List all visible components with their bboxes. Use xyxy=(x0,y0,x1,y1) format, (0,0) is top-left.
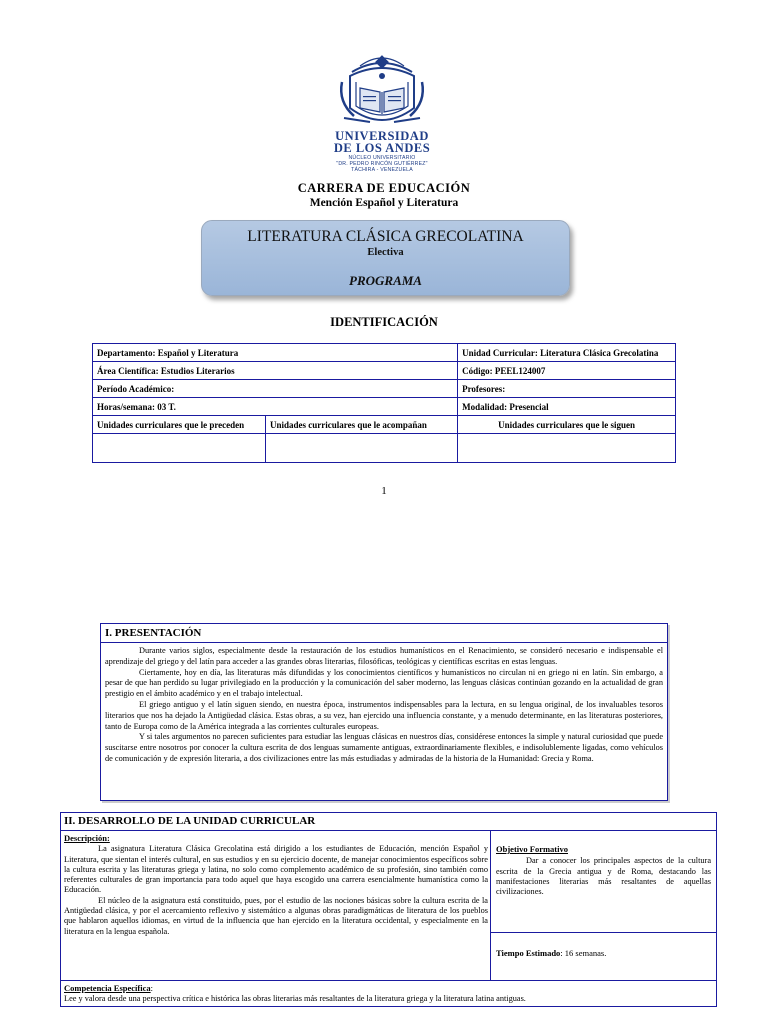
paragraph: Y si tales argumentos no parecen suficientes para estudiar las lenguas clásicas en nuestros días, considérese entonces la simple y natural curiosidad que puede suscitarse entre nosotros por conocer la cultura escrita de dos lenguas sumamente antiguas, extraordinariamente flexibles, e indisolublemente ligadas, como vehículos de comunicación y de expresión literaria, a dos civilizaciones entre las más estudiadas y admiradas de la historia de la Humanidad: Grecia y Roma. xyxy=(105,732,663,763)
logo-line-2: DE LOS ANDES xyxy=(333,141,431,155)
paragraph: La asignatura Literatura Clásica Grecolatina está dirigido a los estudiantes de Educación, mención Español y Literatura, que sientan el interés cultural, en sus estudios y en su ejercicio docente, de manejar conocimientos específicos sobre la cultura escrita y las literaturas griega y latina, no solo como complemento académico de su profesión, sino también como referentes culturales de gran importancia para todo aquel que haya escogido una carrera esencialmente humanística como la Educación. xyxy=(64,844,488,895)
table-row xyxy=(93,416,676,434)
divider xyxy=(490,830,491,980)
tiempo-label: Tiempo Estimado xyxy=(496,948,561,958)
desarrollo-section xyxy=(60,812,717,1007)
section-body xyxy=(105,646,663,765)
table-cell: Código: PEEL124007 xyxy=(458,362,676,380)
logo-line-5: TÁCHIRA - VENEZUELA xyxy=(351,167,413,173)
table-cell-empty xyxy=(266,434,458,463)
table-header-cell: Unidades curriculares que le acompañan xyxy=(266,416,458,434)
presentacion-section xyxy=(100,623,668,801)
paragraph: El núcleo de la asignatura está constituido, pues, por el estudio de las nociones básicas sobre la cultura escrita de la Antigüedad clásica, y por el acercamiento reflexivo y sistemático a algunas obras paradigmáticas de literatura de los pueblos que hablaron aquellos idiomas, en virtud de la influencia que han ejercido en la literatura occidental, y especialmente en la literatura en la lengua española. xyxy=(64,895,488,936)
programa-label: PROGRAMA xyxy=(349,273,422,288)
descripcion-block: Descripción: La asignatura Literatura Clásica Grecolatina está dirigido a los estudiantes de Educación, mención Español y Literatura, que sientan el interés cultural, en sus estudios y en su ejercicio docente, de manejar conocimientos específicos sobre la cultura escrita y las literaturas griega y latina, no solo como complemento académico de su profesión, sino también como referentes culturales de gran importancia para todo aquel que haya escogido una carrera esencialmente humanística como la Educación. El núcleo de la asignatura está constituido, pues, por el estudio de las nociones básicas sobre la cultura escrita de la Antigüedad clásica, y por el acercamiento reflexivo y sistemático a algunas obras paradigmáticas de literatura de los pueblos que hablaron aquellos idiomas, en virtud de la influencia que han ejercido en la literatura occidental, y especialmente en la literatura en la lengua española. xyxy=(64,833,488,936)
divider xyxy=(490,932,716,933)
descripcion-label: Descripción xyxy=(64,833,107,843)
mencion-heading: Mención Español y Literatura xyxy=(309,197,459,209)
table-row xyxy=(93,398,676,416)
divider xyxy=(101,642,667,643)
competencia-label: Competencia Específica xyxy=(64,983,151,993)
objetivo-label: Objetivo Formativo xyxy=(496,844,568,854)
logo-line-3: NÚCLEO UNIVERSITARIO xyxy=(348,155,416,161)
table-header-cell: Unidades curriculares que le preceden xyxy=(93,416,266,434)
course-type: Electiva xyxy=(367,247,404,258)
paragraph: Ciertamente, hoy en día, las literaturas más difundidas y los conocimientos científicos y humanísticos no circulan ni en griego ni en latín. Sin embargo, a pesar de que han perdido su lugar privilegiado en la producción y la comunicación del saber moderno, las lenguas clásicas continúan gozando en la actualidad de gran prestigio en el ámbito académico y en el trabajo intelectual. xyxy=(105,667,663,699)
carrera-heading: CARRERA DE EDUCACIÓN xyxy=(297,181,471,195)
table-row xyxy=(93,344,676,362)
section-heading: I. PRESENTACIÓN xyxy=(105,627,202,639)
divider xyxy=(61,980,716,981)
table-row xyxy=(93,380,676,398)
competencia-block: Competencia Específica: Lee y valora desde una perspectiva crítica e histórica las obras literarias más resaltantes de la literatura griega y la literatura latina antiguas. xyxy=(64,983,526,1003)
objetivo-block xyxy=(496,844,711,897)
table-header-cell: Unidades curriculares que le siguen xyxy=(458,416,676,434)
university-crest-icon xyxy=(330,52,434,130)
table-cell: Departamento: Español y Literatura xyxy=(93,344,458,362)
table-cell: Horas/semana: 03 T. xyxy=(93,398,458,416)
section-heading: II. DESARROLLO DE LA UNIDAD CURRICULAR xyxy=(64,815,316,827)
paragraph: Durante varios siglos, especialmente desde la restauración de los estudios humanísticos en el Renacimiento, se consideró necesario e indispensable el aprendizaje del griego y del latín para acceder a las grandes obras literarias, filosóficas, teológicas y científicas escritas en estas lenguas. xyxy=(105,646,663,666)
tiempo-value: : 16 semanas. xyxy=(560,948,607,958)
competencia-text: Lee y valora desde una perspectiva crítica e histórica las obras literarias más resaltantes de la literatura griega y la literatura latina antiguas. xyxy=(64,994,526,1003)
table-row xyxy=(93,362,676,380)
page-number: 1 xyxy=(381,485,387,497)
table-cell-empty xyxy=(93,434,266,463)
title-banner xyxy=(201,220,570,296)
table-cell: Profesores: xyxy=(458,380,676,398)
table-cell: Unidad Curricular: Literatura Clásica Grecolatina xyxy=(458,344,676,362)
university-logo xyxy=(330,52,434,178)
divider xyxy=(61,830,716,831)
logo-line-4: "DR. PEDRO RINCÓN GUTIÉRREZ" xyxy=(336,161,428,167)
tiempo-block xyxy=(496,948,606,958)
course-title: LITERATURA CLÁSICA GRECOLATINA xyxy=(247,228,524,245)
objetivo-text: Dar a conocer los principales aspectos de la cultura escrita de la Grecia antigua y de Roma, destacando las manifestaciones literarias más resaltantes de aquellas civilizaciones. xyxy=(496,856,711,897)
table-cell-empty xyxy=(458,434,676,463)
table-cell: Área Científica: Estudios Literarios xyxy=(93,362,458,380)
logo-line-1: UNIVERSIDAD xyxy=(335,129,429,143)
table-cell: Modalidad: Presencial xyxy=(458,398,676,416)
paragraph: El griego antiguo y el latín siguen siendo, en nuestra época, instrumentos indispensables para la lectura, en su lengua original, de los invaluables tesoros literarios que nos ha dejado la Antigüedad clásica. Estas obras, a su vez, han ejercido una influencia constante, y a menudo determinante, en las literaturas posteriores, tanto de Europa como de la América integrada a las corrientes culturales europeas. xyxy=(105,699,663,731)
table-cell: Período Académico: xyxy=(93,380,458,398)
table-row xyxy=(93,434,676,463)
identification-table xyxy=(92,343,676,463)
identificacion-heading: IDENTIFICACIÓN xyxy=(330,315,438,329)
